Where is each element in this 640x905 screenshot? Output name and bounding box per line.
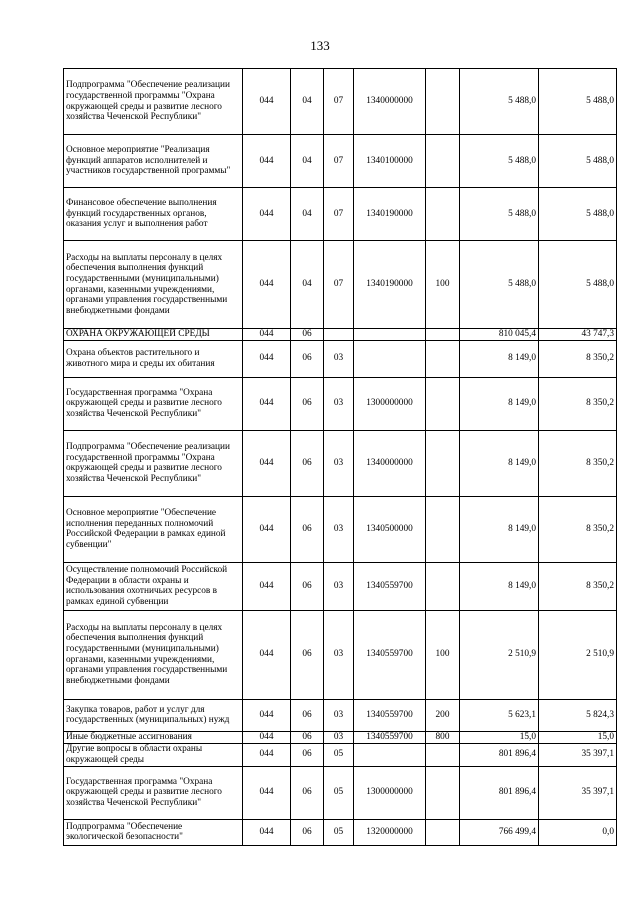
amount-year-1: 2 510,9 [460,610,539,699]
amount-year-1: 8 149,0 [460,430,539,496]
row-name: Иные бюджетные ассигнования [64,731,243,743]
admin-code: 044 [243,699,291,731]
expense-type-code: 100 [426,241,460,329]
amount-year-1: 5 488,0 [460,69,539,135]
subsection-code: 03 [324,377,354,430]
amount-year-1: 5 488,0 [460,135,539,188]
expense-type-code [426,340,460,377]
admin-code: 044 [243,819,291,845]
subsection-code: 07 [324,69,354,135]
budget-table [63,68,617,846]
admin-code: 044 [243,69,291,135]
amount-year-1: 5 623,1 [460,699,539,731]
table-row [64,241,617,329]
target-article-code: 1340000000 [354,430,426,496]
amount-year-1: 5 488,0 [460,188,539,241]
table-row [64,699,617,731]
subsection-code: 07 [324,241,354,329]
expense-type-code [426,496,460,562]
expense-type-code [426,430,460,496]
section-code: 06 [291,430,324,496]
table-row [64,610,617,699]
section-code: 04 [291,135,324,188]
row-name: Другие вопросы в области охраны окружающей среды [64,743,243,766]
amount-year-2: 8 350,2 [539,340,617,377]
target-article-code [354,340,426,377]
expense-type-code [426,819,460,845]
expense-type-code [426,188,460,241]
amount-year-1: 801 896,4 [460,766,539,819]
subsection-code: 03 [324,610,354,699]
amount-year-2: 5 824,3 [539,699,617,731]
amount-year-2: 8 350,2 [539,496,617,562]
page-number: 133 [310,38,330,53]
table-row [64,819,617,845]
admin-code: 044 [243,496,291,562]
expense-type-code [426,377,460,430]
amount-year-1: 5 488,0 [460,241,539,329]
subsection-code: 03 [324,340,354,377]
table-row [64,135,617,188]
row-name: Государственная программа "Охрана окружающей среды и развитие лесного хозяйства Чеченской Республики" [64,766,243,819]
amount-year-1: 810 045,4 [460,329,539,341]
target-article-code [354,743,426,766]
target-article-code: 1340100000 [354,135,426,188]
row-name: Закупка товаров, работ и услуг для государственных (муниципальных) нужд [64,699,243,731]
table-row [64,743,617,766]
section-code: 06 [291,699,324,731]
amount-year-2: 5 488,0 [539,135,617,188]
amount-year-2: 8 350,2 [539,562,617,610]
amount-year-1: 8 149,0 [460,562,539,610]
admin-code: 044 [243,731,291,743]
admin-code: 044 [243,562,291,610]
subsection-code: 05 [324,743,354,766]
amount-year-2: 5 488,0 [539,69,617,135]
section-code: 04 [291,188,324,241]
admin-code: 044 [243,743,291,766]
subsection-code: 05 [324,819,354,845]
admin-code: 044 [243,241,291,329]
amount-year-2: 8 350,2 [539,377,617,430]
subsection-code: 07 [324,188,354,241]
section-code: 06 [291,329,324,341]
amount-year-1: 15,0 [460,731,539,743]
amount-year-2: 5 488,0 [539,188,617,241]
table-row [64,329,617,341]
row-name: Подпрограмма "Обеспечение реализации государственной программы "Охрана окружающей среды и развитие лесного хозяйства Чеченской Республики" [64,69,243,135]
table-row [64,562,617,610]
expense-type-code [426,743,460,766]
target-article-code: 1340559700 [354,731,426,743]
amount-year-2: 5 488,0 [539,241,617,329]
subsection-code: 07 [324,135,354,188]
subsection-code: 03 [324,731,354,743]
expense-type-code [426,69,460,135]
amount-year-2: 15,0 [539,731,617,743]
amount-year-2: 8 350,2 [539,430,617,496]
amount-year-1: 766 499,4 [460,819,539,845]
admin-code: 044 [243,377,291,430]
table-row [64,69,617,135]
section-code: 06 [291,377,324,430]
budget-table-body [64,69,617,846]
target-article-code: 1340000000 [354,69,426,135]
target-article-code: 1340190000 [354,241,426,329]
table-row [64,377,617,430]
amount-year-2: 35 397,1 [539,766,617,819]
table-row [64,766,617,819]
row-name: Государственная программа "Охрана окружающей среды и развитие лесного хозяйства Чеченской Республики" [64,377,243,430]
expense-type-code: 800 [426,731,460,743]
section-code: 06 [291,610,324,699]
expense-type-code [426,135,460,188]
admin-code: 044 [243,766,291,819]
target-article-code: 1340559700 [354,699,426,731]
amount-year-2: 2 510,9 [539,610,617,699]
admin-code: 044 [243,340,291,377]
amount-year-2: 43 747,3 [539,329,617,341]
subsection-code: 05 [324,766,354,819]
table-row [64,340,617,377]
target-article-code [354,329,426,341]
row-name: Подпрограмма "Обеспечение экологической безопасности" [64,819,243,845]
amount-year-1: 8 149,0 [460,496,539,562]
row-name: Основное мероприятие "Обеспечение исполнения переданных полномочий Российской Федерации в рамках единой субвенции" [64,496,243,562]
admin-code: 044 [243,430,291,496]
expense-type-code [426,562,460,610]
section-code: 04 [291,69,324,135]
amount-year-1: 801 896,4 [460,743,539,766]
expense-type-code: 200 [426,699,460,731]
target-article-code: 1340559700 [354,562,426,610]
section-code: 06 [291,340,324,377]
row-name: ОХРАНА ОКРУЖАЮЩЕЙ СРЕДЫ [64,329,243,341]
amount-year-1: 8 149,0 [460,340,539,377]
subsection-code: 03 [324,699,354,731]
amount-year-2: 35 397,1 [539,743,617,766]
amount-year-1: 8 149,0 [460,377,539,430]
subsection-code: 03 [324,430,354,496]
target-article-code: 1340190000 [354,188,426,241]
section-code: 06 [291,731,324,743]
subsection-code: 03 [324,496,354,562]
row-name: Расходы на выплаты персоналу в целях обеспечения выполнения функций государственными (муниципальными) органами, казенными учреждениями, органами управления государственными внебюджетными фондами [64,241,243,329]
section-code: 06 [291,496,324,562]
target-article-code: 1340500000 [354,496,426,562]
admin-code: 044 [243,610,291,699]
target-article-code: 1320000000 [354,819,426,845]
section-code: 06 [291,743,324,766]
section-code: 04 [291,241,324,329]
amount-year-2: 0,0 [539,819,617,845]
subsection-code [324,329,354,341]
target-article-code: 1340559700 [354,610,426,699]
section-code: 06 [291,562,324,610]
row-name: Охрана объектов растительного и животного мира и среды их обитания [64,340,243,377]
admin-code: 044 [243,188,291,241]
section-code: 06 [291,819,324,845]
table-row [64,188,617,241]
table-row [64,496,617,562]
table-row [64,430,617,496]
row-name: Подпрограмма "Обеспечение реализации государственной программы "Охрана окружающей среды и развитие лесного хозяйства Чеченской Республики" [64,430,243,496]
expense-type-code [426,766,460,819]
row-name: Основное мероприятие "Реализация функций аппаратов исполнителей и участников государственной программы" [64,135,243,188]
row-name: Расходы на выплаты персоналу в целях обеспечения выполнения функций государственными (муниципальными) органами, казенными учреждениями, органами управления государственными внебюджетными фондами [64,610,243,699]
admin-code: 044 [243,329,291,341]
section-code: 06 [291,766,324,819]
row-name: Осуществление полномочий Российской Федерации в области охраны и использования охотничьих ресурсов в рамках единой субвенции [64,562,243,610]
subsection-code: 03 [324,562,354,610]
expense-type-code [426,329,460,341]
expense-type-code: 100 [426,610,460,699]
table-row [64,731,617,743]
admin-code: 044 [243,135,291,188]
row-name: Финансовое обеспечение выполнения функций государственных органов, оказания услуг и выполнения работ [64,188,243,241]
target-article-code: 1300000000 [354,377,426,430]
target-article-code: 1300000000 [354,766,426,819]
